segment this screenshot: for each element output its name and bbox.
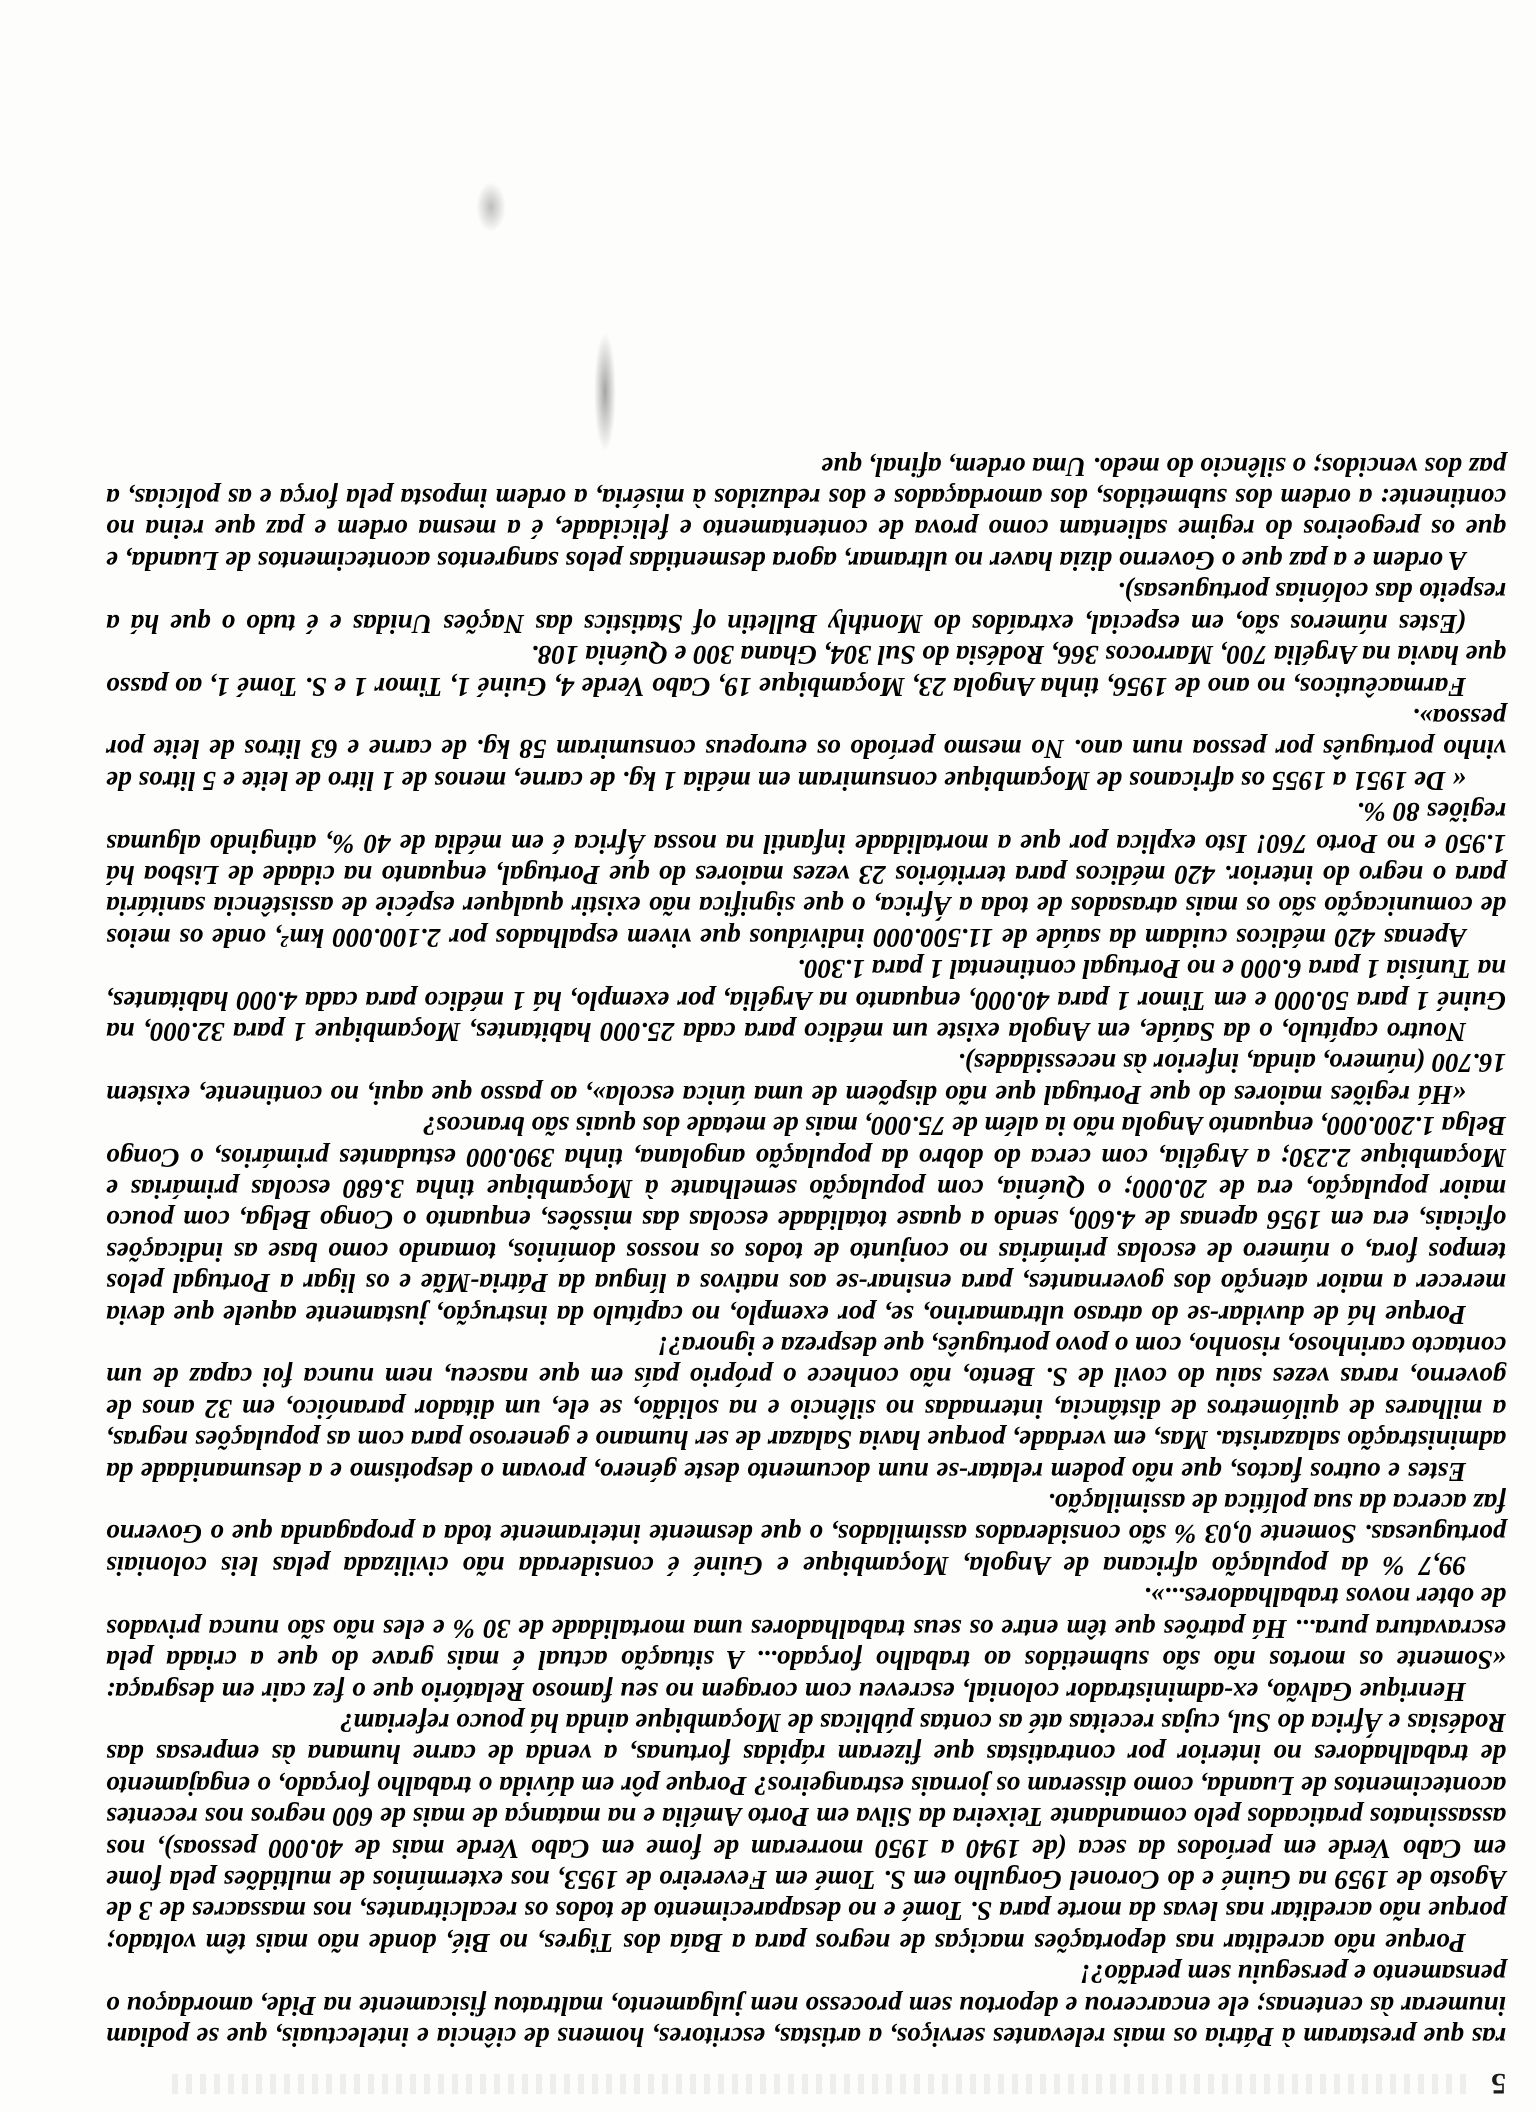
page-number: 5 [1491, 2067, 1506, 2100]
ink-blot [476, 182, 506, 232]
paragraph: Estes e outros factos, que não podem relatar-se num documento deste género, provam o despotismo e a desumanidade da administração salazarista. Mas, em verdade, porque havia Salazar de ser humano e generoso para com as populações negras, a milhares de quilómetros de distância, internadas no silêncio e na solidão, se ele, um ditador paranóico, em 32 anos de governo, raras vezes saiu do covil de S. Bento, não conhece o próprio país em que nasceu, nem nunca foi capaz de um contacto carinhoso, risonho, com o povo português, que despreza e ignora?! [106, 1331, 1506, 1487]
paragraph: Farmacêuticos, no ano de 1956, tinha Angola 23, Moçambique 19, Cabo Verde 4, Guiné 1, Timor 1 e S. Tomé 1, ao passo que havia na Argélia 700, Marrocos 366, Rodésia do Sul 304, Ghana 300 e Quénia 108. [106, 640, 1506, 702]
paragraph: Apenas 420 médicos cuidam da saúde de 11.500.000 indivíduos que vivem espalhados por 2.100.000 km², onde os meios de comunicação são os mais atrasados de toda a África, o que significa não existir qualquer espécie de assistência sanitária para o negro do interior. 420 médicos para territórios 23 vezes maiores do que Portugal, enquanto na cidade de Lisboa há 1.950 e no Porto 760! Isto explica por que a mortalidade infantil na nossa África é em média de 40 %, atingindo algumas regiões 80 %. [106, 797, 1506, 953]
paragraph: Porque não acreditar nas deportações maciças de negros para a Baía dos Tigres, no Bié, donde não mais têm voltado; porque não acreditar nas levas da morte para S. Tomé e no desaparecimento de todos os recalcitrantes, nos massacres de 3 de Agosto de 1959 na Guiné e do Coronel Gorgulho em S. Tomé em Fevereiro de 1953, nos extermínios de multidões pela fome em Cabo Verde em períodos da seca (de 1940 a 1950 morreram de fome em Cabo Verde mais de 40.000 pessoas), nos assassinatos praticados pelo comandante Teixeira da Silva em Porto Amélia e na matança de mais de 600 negros nos recentes acontecimentos de Luanda, como disseram os jornais estrangeiros? Porque pôr em dúvida o trabalho forçado, o engajamento de trabalhadores no interior por contratistas que fizeram rápidas fortunas, a venda de carne humana às empresas das Rodésias e África do Sul, cujas receitas até as contas públicas de Moçambique ainda há pouco referiam? [106, 1707, 1506, 1958]
paragraph: « De 1951 a 1955 os africanos de Moçambique consumiram em média 1 kg. de carne, menos de 1 litro de leite e 5 litros de vinho português por pessoa num ano. No mesmo período os europeus consumiram 58 kg. de carne e 63 litros de leite por pessoa». [106, 702, 1506, 796]
paragraph: (Estes números são, em especial, extraídos do Monthly Bulletin of Statistics das Nações Unidas e é tudo o que há a respeito das colónias portuguesas). [106, 577, 1506, 639]
paragraph: ras que prestaram à Pátria os mais relevantes serviços, a artistas, escritores, homens de ciência e intelectuais, que se podiam inumerar às centenas; ele encarcerou e deportou sem processo nem julgamento, maltratou fisicamente na Pide, amordaçou o pensamento e perseguiu sem perdão?! [106, 1959, 1506, 2052]
paragraph: «Há regiões maiores do que Portugal que não dispõem de uma única escola», ao passo que aqui, no continente, existem 16.700 (número, ainda, inferior às necessidades). [106, 1048, 1506, 1110]
body-text [106, 52, 1506, 2052]
paragraph: Porque há de duvidar-se do atraso ultramarino, se, por exemplo, no capítulo da instrução, justamente aquele que devia merecer a maior atenção dos governantes, para ensinar-se aos nativos a língua da Pátria-Mãe e os ligar a Portugal pelos tempos fora, o número de escolas primárias no conjunto de todos os nossos domínios, tomando como base as indicações oficiais, era em 1956 apenas de 4.600, sendo a quase totalidade escolas das missões, enquanto o Congo Belga, com pouco maior população, era de 20.000; o Quénia, com população semelhante à Moçambique tinha 3.680 escolas primárias e Moçambique 2.230; a Argélia, com cerca do dobro da população angolana, tinha 390.000 estudantes primários, o Congo Belga 1.200.000, enquanto Angola não ia além de 75.000, mais de metade dos quais são brancos? [106, 1111, 1506, 1330]
paragraph: Henrique Galvão, ex-administrador colonial, escreveu com coragem no seu famoso Relatório que o fez cair em desgraça: «Somente os mortos não são submetidos ao trabalho forçado... A situação actual é mais grave do que a criada pela escravatura pura... Há patrões que têm entre os seus trabalhadores uma mortalidade de 30 % e eles não são nunca privados de obter novos trabalhadores...». [106, 1582, 1506, 1707]
paragraph: A ordem e a paz que o Governo dizia haver no ultramar, agora desmentidas pelos sangrentos acontecimentos de Luanda, e que os pregoeiros do regime salientam como prova de contentamento e felicidade, é a mesma ordem e paz que reina no continente: a ordem dos submetidos, dos amordaçados e dos reduzidos à miséria, a ordem imposta pela força e as polícias, a paz dos vencidos; o silêncio do medo. Uma ordem, afinal, que [106, 451, 1506, 576]
paragraph: 99,7 % da população africana de Angola, Moçambique e Guiné é considerada não civilizada pelas leis coloniais portuguesas. Somente 0,03 % são considerados assimilados, o que desmente inteiramente toda a propaganda que o Governo faz acerca da sua política de assimilação. [106, 1488, 1506, 1581]
paragraph: Noutro capítulo, o da Saúde, em Angola existe um médico para cada 25.000 habitantes, Moçambique 1 para 32.000, na Guiné 1 para 50.000 e em Timor 1 para 40.000, enquanto na Argélia, por exemplo, há 1 médico para cada 4.000 habitantes, na Tunísia 1 para 6.000 e no Portugal continental 1 para 1.300. [106, 954, 1506, 1047]
header-scan-noise [166, 2074, 1466, 2094]
ink-blot [594, 332, 616, 452]
